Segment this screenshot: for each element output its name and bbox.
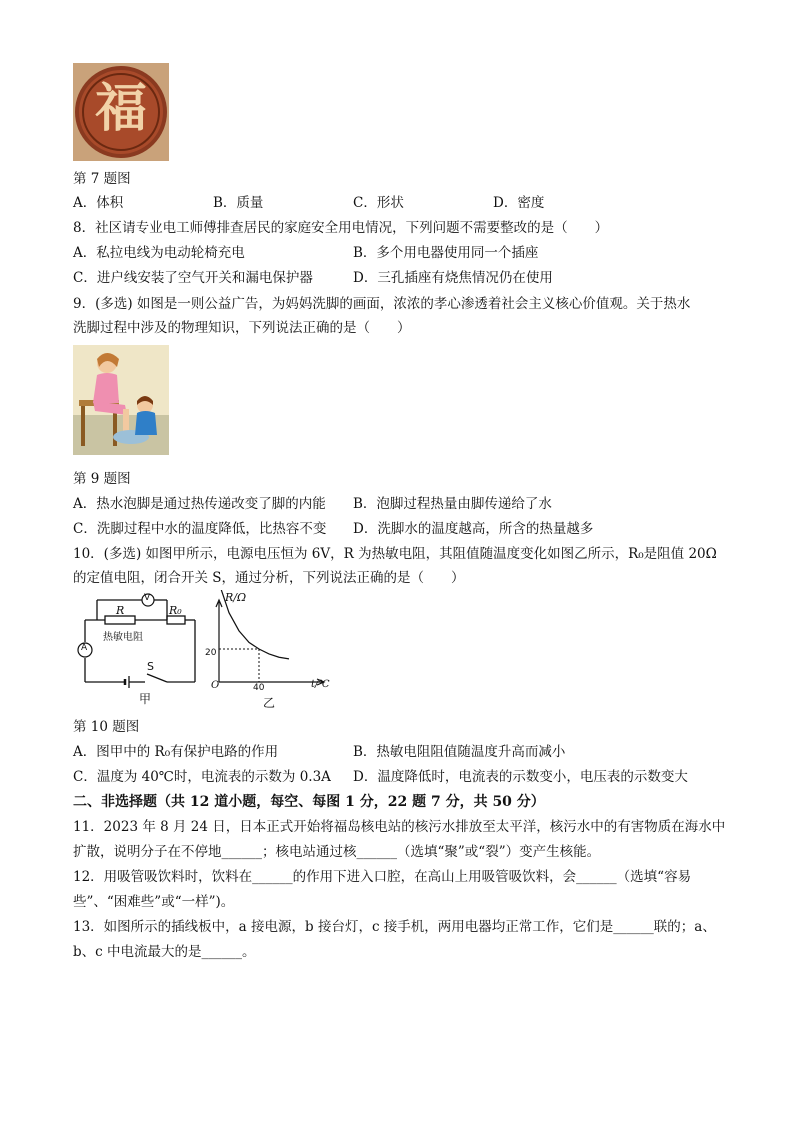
q8-option-c: C．进户线安装了空气开关和漏电保护器 <box>73 270 313 286</box>
q7-option-a: A．体积 <box>73 195 124 211</box>
figure-yi-label: 乙 <box>263 696 276 710</box>
q10-stem-line1: 10．(多选) 如图甲所示，电源电压恒为 6V，R 为热敏电阻，其阻值随温度变化如图乙所示，R₀是阻值 20Ω <box>73 546 717 562</box>
q13-line2: b、c 中电流最大的是______。 <box>73 944 256 960</box>
y-tick-20: 20 <box>205 648 217 658</box>
figure-jia-label: 甲 <box>139 692 152 706</box>
q11-line2: 扩散，说明分子在不停地______；核电站通过核______（选填“聚”或“裂”）变产生核能。 <box>73 844 601 860</box>
resistor-r0-label: R₀ <box>169 604 182 617</box>
q9-stem-line1: 9．(多选) 如图是一则公益广告，为妈妈洗脚的画面，浓浓的孝心渗透着社会主义核心价值观。关于热水 <box>73 296 691 312</box>
q10-caption: 第 10 题图 <box>73 719 140 735</box>
x-tick-40: 40 <box>253 683 265 693</box>
q9-option-d: D．洗脚水的温度越高，所含的热量越多 <box>353 521 594 537</box>
q10-stem-line2: 的定值电阻，闭合开关 S，通过分析，下列说法正确的是（ ） <box>73 570 465 586</box>
q9-option-a: A．热水泡脚是通过热传递改变了脚的内能 <box>73 496 326 512</box>
q10-option-c: C．温度为 40℃时，电流表的示数为 0.3A <box>73 769 331 785</box>
q7-option-d: D．密度 <box>493 195 545 211</box>
q9-stem-line2: 洗脚过程中涉及的物理知识，下列说法正确的是（ ） <box>73 320 411 336</box>
q9-option-b: B．泡脚过程热量由脚传递给了水 <box>353 496 552 512</box>
fu-character: 福 <box>94 78 147 139</box>
thermistor-label: 热敏电阻 <box>103 632 143 643</box>
q8-option-d: D．三孔插座有烧焦情况仍在使用 <box>353 270 553 286</box>
q7-option-b: B．质量 <box>213 195 264 211</box>
section-2-title: 二、非选择题（共 12 道小题，每空、每图 1 分，22 题 7 分，共 50 分） <box>73 794 545 810</box>
q10-option-d: D．温度降低时，电流表的示数变小，电压表的示数变大 <box>353 769 688 785</box>
q10-option-a: A．图甲中的 R₀有保护电路的作用 <box>73 744 279 760</box>
q12-line1: 12．用吸管吸饮料时，饮料在______的作用下进入口腔，在高山上用吸管吸饮料，会______（选填“容易 <box>73 869 692 885</box>
q8-stem: 8．社区请专业电工师傅排查居民的家庭安全用电情况，下列问题不需要整改的是（ ） <box>73 220 609 236</box>
q9-foot-washing-image <box>73 345 169 455</box>
q11-line1: 11．2023 年 8 月 24 日，日本正式开始将福岛核电站的核污水排放至太平洋，核污水中的有害物质在海水中 <box>73 819 726 835</box>
x-axis-label: t/℃ <box>311 679 330 690</box>
q7-option-c: C．形状 <box>353 195 404 211</box>
q8-option-a: A．私拉电线为电动轮椅充电 <box>73 245 245 261</box>
q7-fu-plaque-image <box>73 63 169 161</box>
q10-option-b: B．热敏电阻阻值随温度升高而减小 <box>353 744 566 760</box>
q13-line1: 13．如图所示的插线板中，a 接电源，b 接台灯，c 接手机，两用电器均正常工作，它们是______联的；a、 <box>73 919 716 935</box>
circuit-diagram <box>75 590 205 708</box>
resistor-r-label: R <box>116 604 125 617</box>
graph-svg <box>205 590 335 708</box>
q7-caption: 第 7 题图 <box>73 171 131 187</box>
origin-label: O <box>211 680 220 691</box>
ammeter-label: A <box>81 643 88 653</box>
switch-label: S <box>147 660 154 673</box>
q9-caption: 第 9 题图 <box>73 471 131 487</box>
resistance-temperature-graph <box>205 590 335 708</box>
q12-line2: 些”、“困难些”或“一样”)。 <box>73 894 235 910</box>
voltmeter-label: V <box>144 593 151 603</box>
y-axis-label: R/Ω <box>225 591 247 604</box>
q8-option-b: B．多个用电器使用同一个插座 <box>353 245 539 261</box>
q9-option-c: C．洗脚过程中水的温度降低，比热容不变 <box>73 521 327 537</box>
